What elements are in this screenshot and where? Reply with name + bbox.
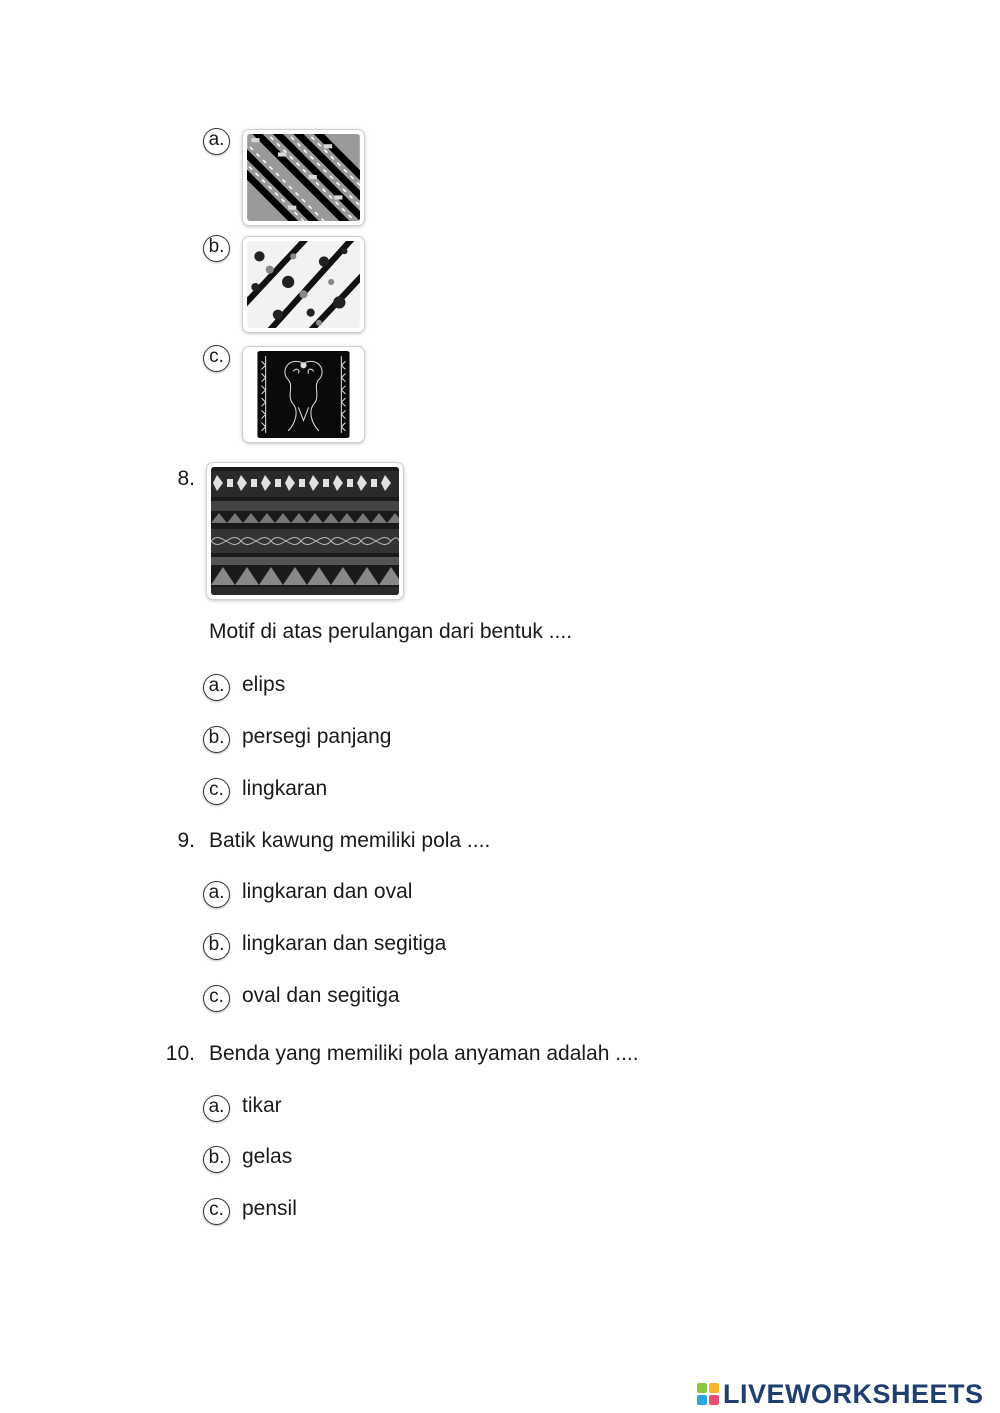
q9-option-b-bubble[interactable]: b. xyxy=(203,933,230,960)
q8-number: 8. xyxy=(177,467,195,490)
q7-option-c-image[interactable] xyxy=(243,347,364,442)
q10-option-b-bubble[interactable]: b. xyxy=(203,1146,230,1173)
q10-question: Benda yang memiliki pola anyaman adalah .... xyxy=(209,1042,639,1065)
q8-option-a-label: elips xyxy=(242,673,286,696)
logo-text: LIVEWORKSHEETS xyxy=(723,1378,984,1409)
logo-mark-square xyxy=(709,1383,719,1393)
q9-question: Batik kawung memiliki pola .... xyxy=(209,829,491,852)
q10-option-b-label: gelas xyxy=(242,1145,293,1168)
logo-mark-square xyxy=(709,1395,719,1405)
q7-option-a-image[interactable] xyxy=(243,130,364,225)
q10-number: 10. xyxy=(165,1042,195,1065)
dayak-motif-image xyxy=(257,351,350,438)
q8-question: Motif di atas perulangan dari bentuk .... xyxy=(209,620,573,643)
logo-mark-square xyxy=(697,1395,707,1405)
songket-motif-image xyxy=(211,467,399,595)
logo-mark-square xyxy=(697,1383,707,1393)
q8-option-c-label: lingkaran xyxy=(242,777,328,800)
parang-pattern-image xyxy=(247,134,360,221)
floral-batik-pattern-image xyxy=(247,241,360,328)
q7-option-c-bubble[interactable]: c. xyxy=(203,345,230,372)
q10-option-a-label: tikar xyxy=(242,1094,282,1117)
liveworksheets-logo xyxy=(697,1378,984,1410)
q9-number: 9. xyxy=(177,829,195,852)
q10-option-c-bubble[interactable]: c. xyxy=(203,1198,230,1225)
q9-option-b-label: lingkaran dan segitiga xyxy=(242,932,447,955)
q8-option-c-bubble[interactable]: c. xyxy=(203,778,230,805)
q9-option-a-bubble[interactable]: a. xyxy=(203,881,230,908)
q9-option-a-label: lingkaran dan oval xyxy=(242,880,413,903)
q10-option-a-bubble[interactable]: a. xyxy=(203,1095,230,1122)
q8-option-b-bubble[interactable]: b. xyxy=(203,726,230,753)
q9-option-c-bubble[interactable]: c. xyxy=(203,985,230,1012)
q8-option-b-label: persegi panjang xyxy=(242,725,392,748)
q7-option-a-bubble[interactable]: a. xyxy=(203,128,230,155)
q7-option-b-bubble[interactable]: b. xyxy=(203,235,230,262)
q8-option-a-bubble[interactable]: a. xyxy=(203,674,230,701)
q8-image xyxy=(207,463,403,599)
logo-grid-icon xyxy=(697,1383,719,1405)
q7-option-b-image[interactable] xyxy=(243,237,364,332)
q10-option-c-label: pensil xyxy=(242,1197,297,1220)
q9-option-c-label: oval dan segitiga xyxy=(242,984,400,1007)
